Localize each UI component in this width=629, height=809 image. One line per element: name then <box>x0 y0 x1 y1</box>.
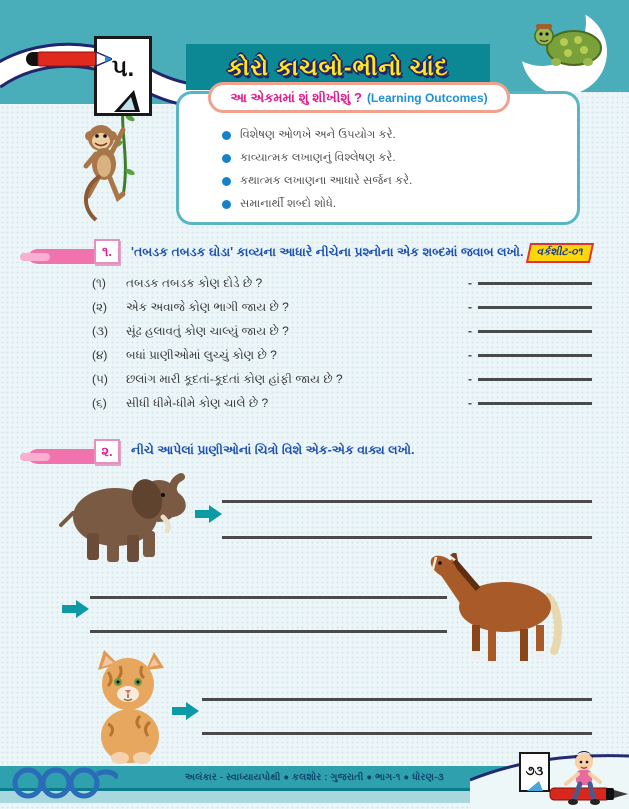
turtle-on-moon <box>492 0 629 96</box>
bullet-dot-icon <box>222 200 231 209</box>
writing-line <box>202 698 592 701</box>
question-row <box>92 324 592 348</box>
writing-line <box>90 596 447 599</box>
answer-line <box>478 378 592 381</box>
question-number: (૧) <box>92 276 106 290</box>
answer-dash: - <box>468 300 472 314</box>
chapter-number: ૫. <box>111 55 135 82</box>
answer-dash: - <box>468 324 472 338</box>
section-2-number: ૨. <box>94 439 120 464</box>
footer-text: અલંકાર - સ્વાધ્યાયપોથી ● કલશોર : ગુજરાતી ● ભાગ-૧ ● ધોરણ-૩ <box>185 771 444 783</box>
answer-line <box>478 282 592 285</box>
answer-dash: - <box>468 372 472 386</box>
answer-line <box>478 402 592 405</box>
learning-outcome-item <box>222 193 412 216</box>
section-1-header <box>28 238 618 268</box>
page-number: ૭૩ <box>525 763 544 778</box>
section-2-heading: નીચે આપેલાં પ્રાણીઓનાં ચિત્રો વિશે એક-એક વાક્ય લખો. <box>131 443 415 457</box>
writing-line <box>222 500 592 503</box>
question-row <box>92 276 592 300</box>
question-text: બધાં પ્રાણીઓમાં લુચ્ચું કોણ છે ? <box>126 348 277 362</box>
answer-dash: - <box>468 348 472 362</box>
learning-outcomes-title-en: (Learning Outcomes) <box>366 90 488 105</box>
bullet-dot-icon <box>222 154 231 163</box>
question-number: (૬) <box>92 396 107 410</box>
question-number: (૪) <box>92 348 108 362</box>
teal-arrow-icon <box>172 702 199 720</box>
question-text: સીધી ધીમે-ધીમે કોણ ચાલે છે ? <box>126 396 269 410</box>
writing-line <box>222 536 592 539</box>
question-number: (૫) <box>92 372 108 386</box>
section-1-number: ૧. <box>94 239 120 264</box>
rings-decoration <box>6 764 118 802</box>
page-fold-icon <box>527 781 543 791</box>
learning-outcome-text: કથાત્મક લખાણના આધારે સર્જન કરે. <box>240 175 413 187</box>
question-text: છલાંગ મારી કૂદતાં-કૂદતાં કોણ હાંફી જાય છે ? <box>126 372 343 386</box>
section-1-heading-text: 'તબડક તબડક ઘોડા' કાવ્યના આધારે નીચેના પ્રશ્નોના એક શબ્દમાં જવાબ લખો. <box>131 245 524 259</box>
learning-outcome-item <box>222 124 412 147</box>
cat-image <box>80 650 175 765</box>
answer-line <box>478 306 592 309</box>
learning-outcomes-title <box>208 82 510 113</box>
elephant-image <box>55 465 195 565</box>
section-2-header <box>28 438 618 468</box>
page-number-box <box>519 752 550 792</box>
learning-outcome-text: કાવ્યાત્મક લખાણનું વિશ્લેષણ કરે. <box>240 152 396 164</box>
question-list <box>92 276 592 420</box>
kid-on-pencil <box>548 750 629 806</box>
learning-outcome-text: સમાનાર્થી શબ્દો શોધે. <box>240 198 337 210</box>
learning-outcome-text: વિશેષણ ઓળખે અને ઉપયોગ કરે. <box>240 129 396 141</box>
question-row <box>92 396 592 420</box>
question-row <box>92 348 592 372</box>
section-1-heading <box>131 243 593 263</box>
pencil-icon <box>26 48 112 70</box>
worksheet-badge: વર્કશીટ-૦૧ <box>526 243 594 263</box>
monkey-on-vine <box>78 100 148 230</box>
answer-line <box>478 354 592 357</box>
question-row <box>92 372 592 396</box>
question-text: એક અવાજે કોણ ભાગી જાય છે ? <box>126 300 289 314</box>
bullet-dot-icon <box>222 131 231 140</box>
learning-outcomes-list <box>222 124 412 216</box>
learning-outcome-item <box>222 170 412 193</box>
chapter-title: કોરો કાચબો-ભીનો ચાંદ <box>227 53 449 80</box>
question-text: સૂંઢ હલાવતું કોણ ચાલ્યું જાય છે ? <box>126 324 289 338</box>
question-number: (૨) <box>92 300 108 314</box>
question-text: તબડક તબડક કોણ દોડે છે ? <box>126 276 263 290</box>
bullet-dot-icon <box>222 177 231 186</box>
learning-outcomes-title-gu: આ એકમમાં શું શીખીશું ? <box>230 89 362 105</box>
learning-outcome-item <box>222 147 412 170</box>
teal-arrow-icon <box>62 600 89 618</box>
teal-arrow-icon <box>195 505 222 523</box>
page-fold-icon <box>113 89 141 112</box>
answer-dash: - <box>468 276 472 290</box>
answer-dash: - <box>468 396 472 410</box>
writing-line <box>90 630 447 633</box>
question-row <box>92 300 592 324</box>
question-number: (૩) <box>92 324 108 338</box>
writing-line <box>202 732 592 735</box>
horse-image <box>420 553 578 665</box>
answer-line <box>478 330 592 333</box>
